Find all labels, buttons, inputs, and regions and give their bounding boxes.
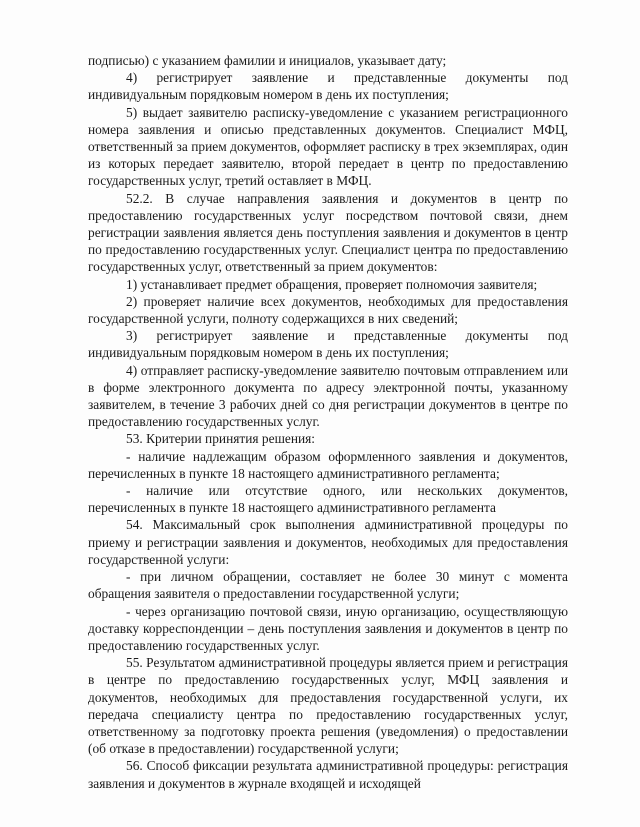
paragraph-item-4-register: 4) регистрирует заявление и представленные документы под индивидуальным порядковым номером в день их поступления; bbox=[88, 70, 568, 103]
paragraph-54-personal: - при личном обращении, составляет не более 30 минут с момента обращения заявителя о предоставлении государственной услуги; bbox=[88, 569, 568, 602]
paragraph-54: 54. Максимальный срок выполнения административной процедуры по приему и регистрации заявления и документов, необходимых для предоставления государственной услуги: bbox=[88, 517, 568, 567]
paragraph-55: 55. Результатом административной процедуры является прием и регистрация в центре по предоставлению государственных услуг, МФЦ заявления и документов, необходимых для предоставления государственной услуги, их передача специалисту центра по предоставлению государственных услуг, ответственному за подготовку проекта решения (уведомления) о предоставлении (об отказе в предоставлении) государственной услуги; bbox=[88, 655, 568, 757]
paragraph-item-4-send: 4) отправляет расписку-уведомление заявителю почтовым отправлением или в форме электронного документа по адресу электронной почты, указанному заявителем, в течение 3 рабочих дней со дня регистрации документов в центре по предоставлению государственных услуг. bbox=[88, 362, 568, 430]
document-body bbox=[88, 52, 568, 792]
paragraph-53-criterion-2: - наличие или отсутствие одного, или нескольких документов, перечисленных в пункте 18 настоящего административного регламента bbox=[88, 483, 568, 516]
paragraph-item-3-register: 3) регистрирует заявление и представленные документы под индивидуальным порядковым номером в день их поступления; bbox=[88, 328, 568, 361]
paragraph-continuation: подписью) с указанием фамилии и инициалов, указывает дату; bbox=[88, 53, 447, 68]
paragraph-item-1-subject: 1) устанавливает предмет обращения, проверяет полномочия заявителя; bbox=[126, 276, 538, 292]
paragraph-item-2-check: 2) проверяет наличие всех документов, необходимых для предоставления государственной услуги, полноту содержащихся в них сведений; bbox=[88, 293, 568, 327]
paragraph-53-criterion-1: - наличие надлежащим образом оформленного заявления и документов, перечисленных в пункте 18 настоящего административного регламента; bbox=[88, 448, 568, 481]
paragraph-56: 56. Способ фиксации результата административной процедуры: регистрация заявления и документов в журнале входящей и исходящей bbox=[88, 758, 568, 791]
paragraph-52-2: 52.2. В случае направления заявления и документов в центр по предоставлению государственных услуг посредством почтовой связи, днем регистрации заявления является день поступления заявления и документов в центр по предоставлению государственных услуг. Специалист центра по предоставлению государственных услуг, ответственный за прием документов: bbox=[88, 190, 568, 275]
paragraph-54-postal: - через организацию почтовой связи, иную организацию, осуществляющую доставку корреспонденции – день поступления заявления и документов в центр по предоставлению государственных услуг. bbox=[88, 603, 568, 653]
paragraph-53-heading: 53. Критерии принятия решения: bbox=[126, 431, 316, 447]
paragraph-item-5-receipt: 5) выдает заявителю расписку-уведомление с указанием регистрационного номера заявления и описью представленных документов. Специалист МФЦ, ответственный за прием документов, оформляет расписку в трех экземплярах, один из которых передает заявителю, второй передает в центр по предоставлению государственных услуг, третий оставляет в МФЦ. bbox=[88, 104, 568, 189]
